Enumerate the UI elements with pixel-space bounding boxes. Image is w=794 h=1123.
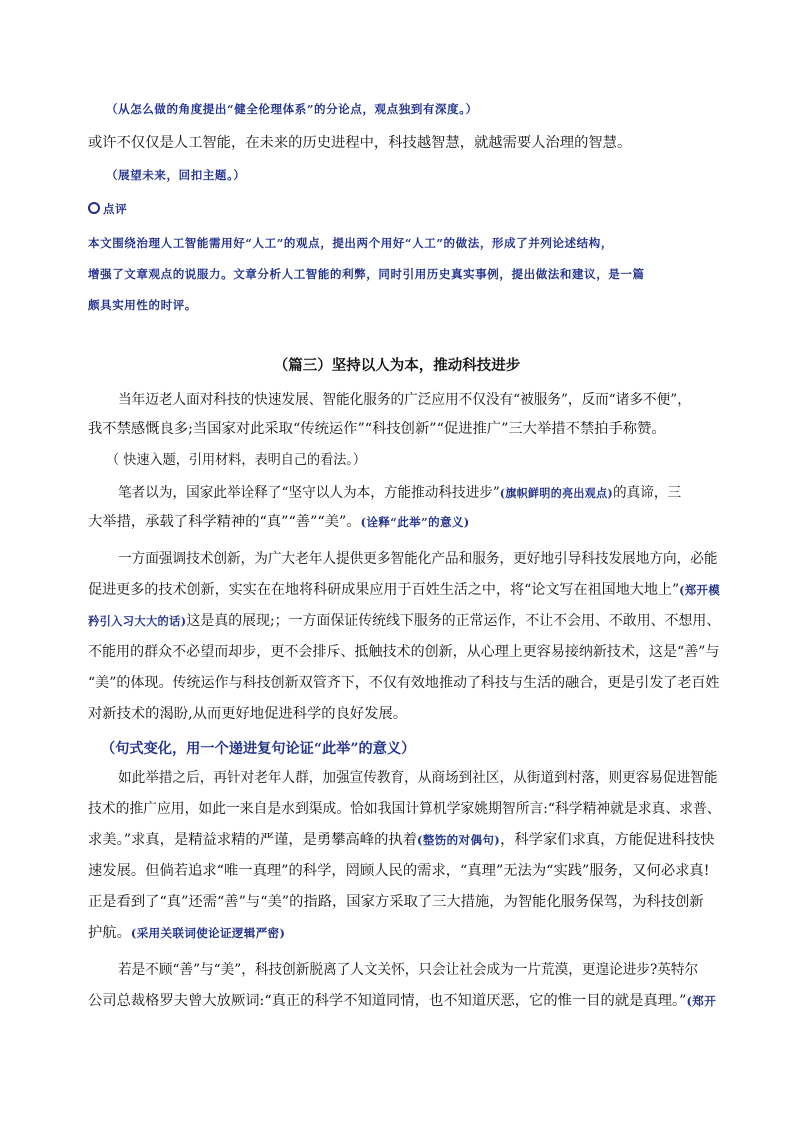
section-annotation: （句式变化，用一个递进复句论证“此举”的意义） [101,741,416,757]
body-line: 若是不顾“善”与“美”，科技创新脱离了人文关怀，只会让社会成为一片荒漠，更遑论进步?英特尔 [118,962,699,978]
annotation-note: （ 快速入题，引用材料，表明自己的看法。） [106,452,367,468]
inline-annotation: (郑开 [686,994,717,1008]
comment-heading [88,200,127,218]
body-text: 大举措，承载了科学精神的“真”“善”“美”。 [88,514,361,530]
annotation-note: （从怎么做的角度提出“健全伦理体系”的分论点，观点独到有深度。） [106,102,478,116]
body-line: 我不禁感慨良多;当国家对此采取“传统运作”“科技创新”“促进推广”三大举措不禁拍手称赞。 [88,421,666,437]
body-line: 不能用的群众不必望而却步，更不会排斥、抵触技术的创新，从心理上更容易接纳新技术，这是“善”与 [88,644,720,660]
body-line: 如此举措之后，再针对老年人群，加强宣传教育，从商场到社区，从街道到村落，则更容易促进智能 [118,770,718,786]
body-line [88,580,721,600]
body-line [88,991,720,1011]
body-text: 护航。 [88,925,131,941]
circle-bullet-icon [88,202,100,214]
body-line: 对新技术的渴盼,从而更好地促进科学的良好发展。 [88,706,408,722]
inline-annotation: (采用关联词使论证逻辑严密) [130,926,286,940]
comment-line: 本文围绕治理人工智能需用好“人工”的观点，提出两个用好“人工”的做法，形成了并列论述结构， [88,236,613,250]
body-line: 一方面强调技术创新，为广大老年人提供更多智能化产品和服务，更好地引导科技发展地方向，必能 [118,551,718,567]
body-text: ，科学家们求真，方能促进科技快 [500,832,715,848]
body-text: 求美。”求真，是精益求精的严谨，是勇攀高峰的执着 [88,832,417,848]
body-text: 的真谛，三 [613,485,682,501]
body-line: 速发展。但倘若追求“唯一真理”的科学，罔顾人民的需求，“真理”无法为“实践”服务，又何必求真! [88,863,710,879]
body-line: “美”的体现。传统运作与科技创新双管齐下，不仅有效地推动了科技与生活的融合，更是引发了老百姓 [88,675,720,691]
inline-annotation: (整饬的对偶句) [417,833,501,847]
inline-annotation: (诠释“此举”的意义) [360,515,470,529]
comment-heading-label: 点评 [103,202,128,216]
body-text: 促进更多的技术创新，实实在在地将科研成果应用于百姓生活之中，将“论文写在祖国地大地上” [88,582,680,598]
body-text: 这是真的展现;；一方面保证传统线下服务的正常运作，不让不会用、不敢用、不想用、 [186,613,721,629]
inline-annotation: 矜引入习大大的话) [88,614,187,628]
body-line: 正是看到了“真”还需“善”与“美”的指路，国家方采取了三大措施，为智能化服务保驾，为科技创新 [88,894,704,910]
body-line [118,483,720,503]
comment-line: 颇具实用性的时评。 [88,298,197,312]
body-line [88,512,720,532]
comment-line: 增强了文章观点的说服力。文章分析人工智能的利弊，同时引用历史真实事例，提出做法和建议，是一篇 [88,267,645,281]
body-line: 技术的推广应用，如此一来自是水到渠成。恰如我国计算机学家姚期智所言:“科学精神就是求真、求普、 [88,801,721,817]
body-line: 当年迈老人面对科技的快速发展、智能化服务的广泛应用不仅没有“被服务”，反而“诸多不便”， [118,392,691,408]
inline-annotation: (旗帜鲜明的亮出观点) [499,486,614,500]
inline-annotation: (郑开模 [679,583,721,597]
body-line [88,830,720,850]
body-text: 笔者以为，国家此举诠释了“坚守以人为本，方能推动科技进步” [118,485,500,501]
body-line [88,611,721,631]
essay-title: （篇三）坚持以人为本，推动科技进步 [273,357,521,374]
body-text: 公司总裁格罗夫曾大放厥词:“真正的科学不知道同情，也不知道厌恶，它的惟一目的就是真理。” [88,993,687,1009]
annotation-note: （展望未来，回扣主题。） [106,168,246,182]
body-line: 或许不仅仅是人工智能，在未来的历史进程中，科技越智慧，就越需要人治理的智慧。 [88,135,632,151]
body-line [88,923,720,943]
